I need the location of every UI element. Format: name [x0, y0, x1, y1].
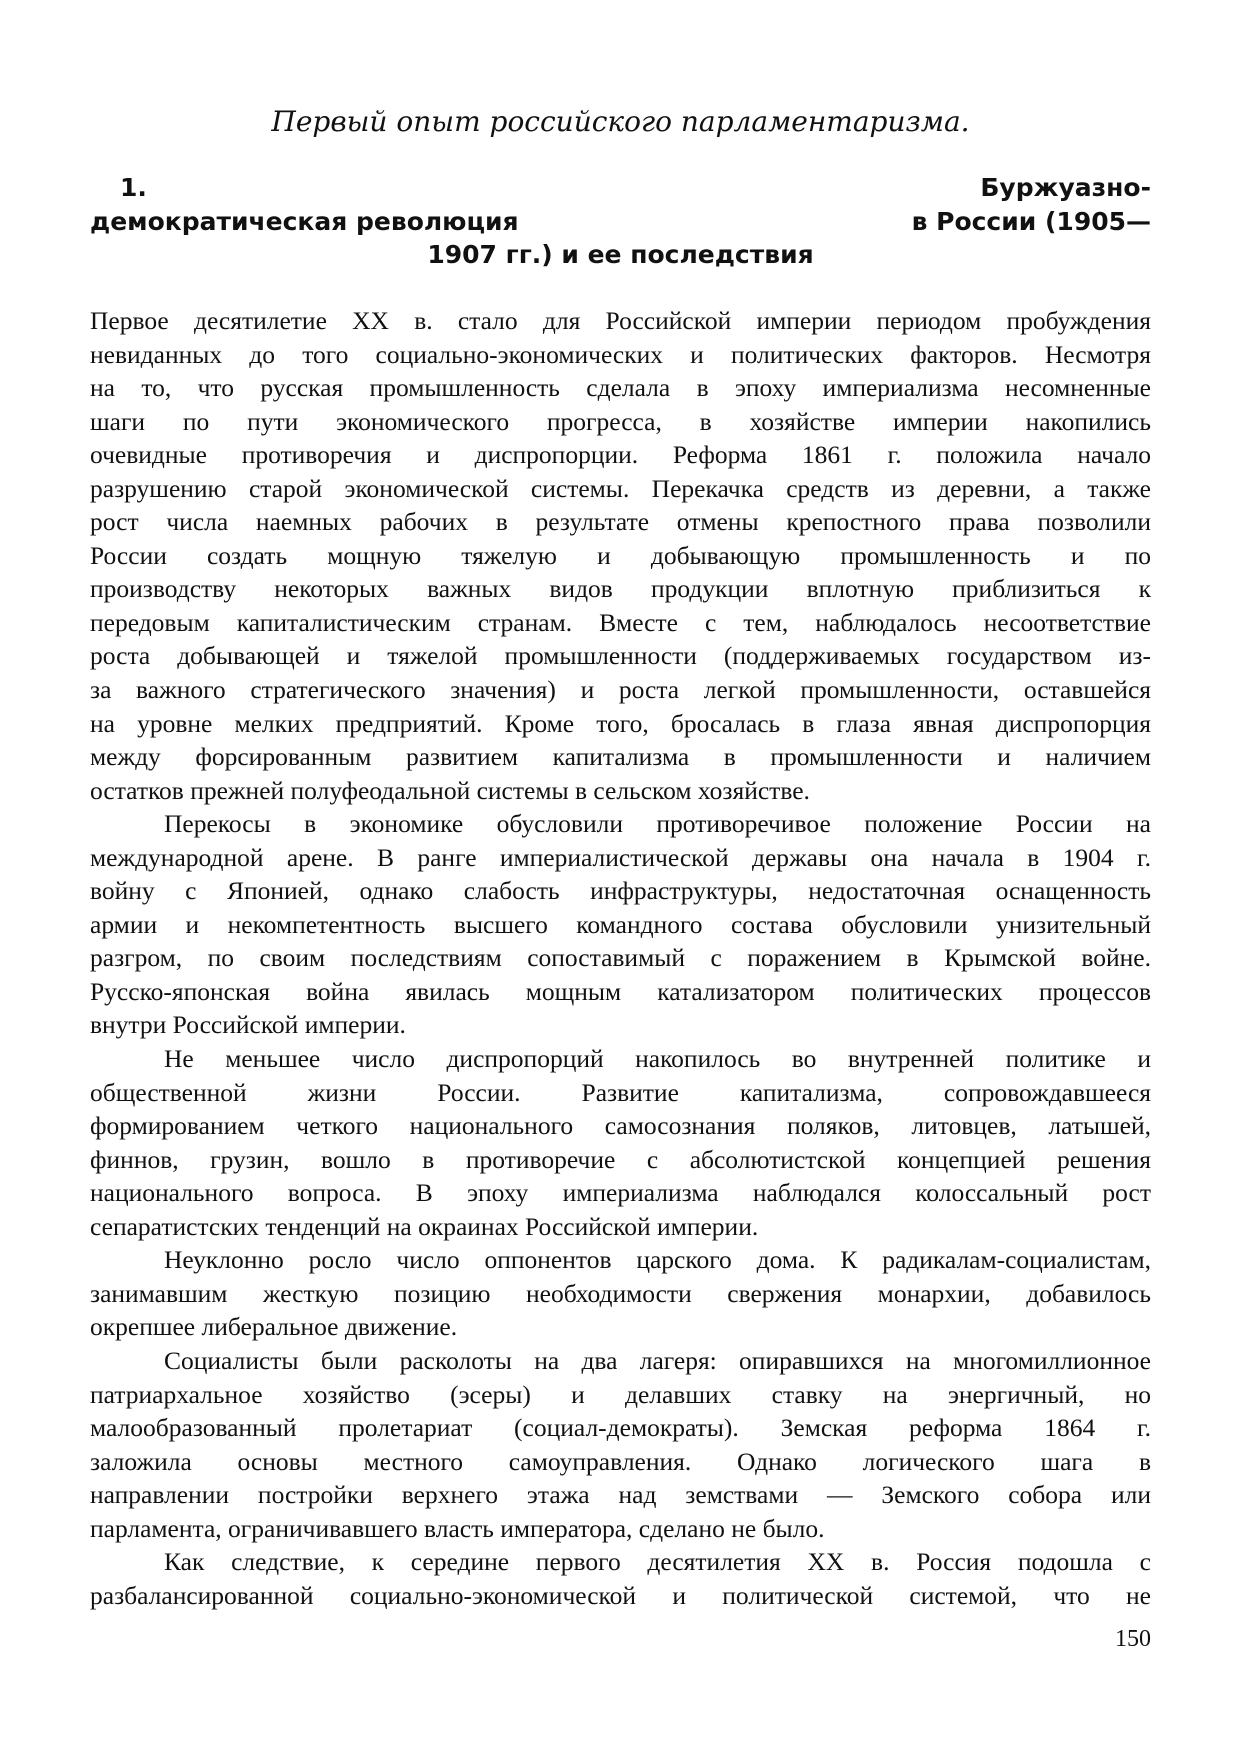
text-line: Не меньшее число диспропорций накопилось во внутренней политике и: [164, 1044, 1151, 1074]
paragraph: [90, 1344, 1151, 1545]
text-line: между форсированным развитием капитализма в промышленности и наличием: [90, 742, 1151, 772]
text-line: сепаратистских тенденций на окраинах Российской империи.: [90, 1211, 759, 1241]
text-line: шаги по пути экономического прогресса, в хозяйстве империи накопились: [90, 406, 1151, 436]
chapter-title: Первый опыт российского парламентаризма.: [271, 105, 970, 138]
text-line: национального вопроса. В эпоху империализма наблюдался колоссальный рост: [90, 1178, 1151, 1208]
text-line: разрушению старой экономической системы. Перекачка средств из деревни, а также: [90, 473, 1151, 503]
text-line: малообразованный пролетариат (социал-демократы). Земская реформа 1864 г.: [90, 1413, 1151, 1443]
text-line: невиданных до того социально-экономических и политических факторов. Несмотря: [90, 339, 1151, 369]
section-heading-part: в России (1905—: [911, 207, 1151, 236]
text-line: финнов, грузин, вошло в противоречие с абсолютистской концепцией решения: [90, 1144, 1151, 1174]
text-line: разгром, по своим последствиям сопоставимый с поражением в Крымской войне.: [90, 943, 1151, 973]
page-number: 150: [1115, 1626, 1151, 1652]
text-line: войну с Японией, однако слабость инфраструктуры, недостаточная оснащенность: [90, 876, 1151, 906]
text-line: патриархальное хозяйство (эсеры) и делавших ставку на энергичный, но: [90, 1379, 1151, 1409]
text-line: на то, что русская промышленность сделала в эпоху империализма несомненные: [90, 373, 1151, 403]
text-line: России создать мощную тяжелую и добывающую промышленность и по: [90, 540, 1151, 570]
text-line: направлении постройки верхнего этажа над земствами — Земского собора или: [90, 1480, 1151, 1510]
text-line: рост числа наемных рабочих в результате отмены крепостного права позволили: [90, 507, 1151, 537]
text-line: армии и некомпетентность высшего командного состава обусловили унизительный: [90, 909, 1151, 939]
text-line: Первое десятилетие XX в. стало для Российской империи периодом пробуждения: [90, 306, 1151, 335]
text-line: международной арене. В ранге империалистической державы она начала в 1904 г.: [90, 842, 1151, 872]
paragraph: [90, 807, 1151, 1042]
section-heading-line-3: 1907 гг.) и ее последствия: [427, 240, 814, 269]
text-line: за важного стратегического значения) и роста легкой промышленности, оставшейся: [90, 675, 1151, 705]
text-line: общественной жизни России. Развитие капитализма, сопровождавшееся: [90, 1077, 1151, 1107]
paragraph: [90, 1243, 1151, 1344]
text-line: Социалисты были расколоты на два лагеря: опиравшихся на многомиллионное: [164, 1345, 1151, 1375]
text-line: формированием четкого национального самосознания поляков, литовцев, латышей,: [90, 1111, 1151, 1141]
text-line: внутри Российской империи.: [90, 1010, 406, 1040]
paragraph: [90, 1545, 1151, 1612]
text-line: окрепшее либеральное движение.: [90, 1312, 458, 1342]
text-line: разбалансированной социально-экономической и политической системой, что не: [90, 1580, 1151, 1610]
text-line: занимавшим жесткую позицию необходимости свержения монархии, добавилось: [90, 1278, 1151, 1308]
text-line: Перекосы в экономике обусловили противоречивое положение России на: [164, 809, 1151, 839]
text-line: Русско-японская война явилась мощным катализатором политических процессов: [90, 976, 1151, 1006]
text-line: на уровне мелких предприятий. Кроме того, бросалась в глаза явная диспропорция: [90, 708, 1151, 738]
text-line: очевидные противоречия и диспропорции. Реформа 1861 г. положила начало: [90, 440, 1151, 470]
text-line: производству некоторых важных видов продукции вплотную приблизиться к: [90, 574, 1151, 604]
body-text: [90, 304, 1151, 1612]
document-page: [90, 0, 1151, 1754]
text-line: Неуклонно росло число оппонентов царского дома. К радикалам-социалистам,: [164, 1245, 1151, 1275]
section-number: 1.: [120, 173, 147, 202]
text-line: Как следствие, к середине первого десятилетия XX в. Россия подошла с: [164, 1547, 1151, 1577]
text-line: заложила основы местного самоуправления. Однако логического шага в: [90, 1446, 1151, 1476]
text-line: передовым капиталистическим странам. Вместе с тем, наблюдалось несоответствие: [90, 607, 1151, 637]
text-line: парламента, ограничивавшего власть императора, сделано не было.: [90, 1513, 825, 1543]
paragraph: [90, 1042, 1151, 1243]
text-line: роста добывающей и тяжелой промышленности (поддерживаемых государством из-: [90, 641, 1151, 671]
section-heading-part: демократическая революция: [90, 207, 519, 236]
paragraph: [90, 304, 1151, 807]
text-line: остатков прежней полуфеодальной системы в сельском хозяйстве.: [90, 775, 810, 805]
section-heading-part: Буржуазно-: [980, 173, 1151, 202]
